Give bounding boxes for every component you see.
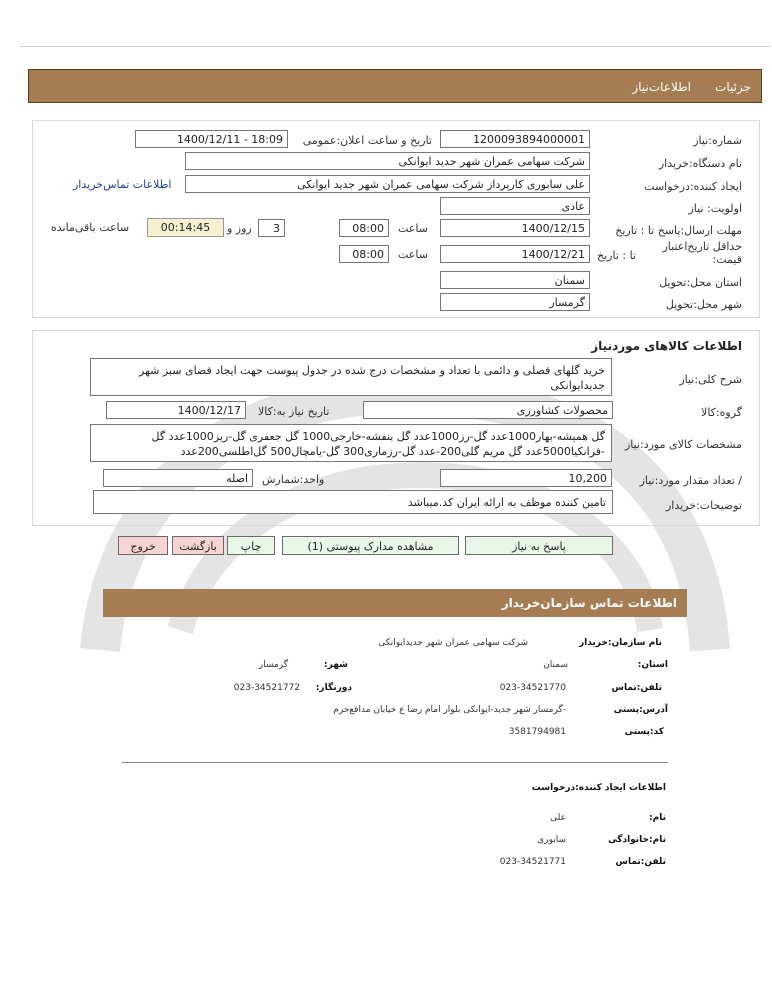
remaining-label: ساعت باقی‌مانده (51, 221, 130, 234)
contact-phone-value: 023-34521770 (499, 683, 566, 693)
province-field: سمنان (440, 271, 590, 289)
deadline-time-label: ساعت (398, 222, 428, 235)
remaining-timer: 00:14:45 (147, 218, 224, 237)
requester-name-label: نام: (649, 813, 666, 823)
reply-button[interactable]: پاسخ به نیاز (465, 536, 613, 555)
group-field: محصولات کشاورزی (363, 401, 613, 419)
goods-section-title: اطلاعات کالاهای موردنیاز (591, 339, 742, 353)
address-value: -گرمسار شهر جدید-ایوانکی بلوار امام رضا ع خیابان مدافع‌حرم (333, 705, 566, 715)
contact-phone-label: تلفن:تماس (611, 683, 662, 693)
requester-section-title: اطلاعات ایجاد کننده:درخواست (531, 783, 666, 793)
days-field: 3 (258, 219, 285, 237)
deadline-time-field: 08:00 (339, 219, 389, 237)
org-label: نام سازمان:خریدار (578, 638, 662, 648)
validity-to-label: تا : تاریخ (597, 249, 636, 262)
group-label: گروه:کالا (701, 406, 742, 419)
creator-label: ایجاد کننده:درخواست (644, 180, 742, 193)
contact-city-label: شهر: (324, 660, 348, 670)
summary-field: خرید گلهای فصلی و دائمی با تعداد و مشخصات درج شده در جدول پیوست جهت ایجاد فضای سبز شهر جدیدایوانکی (90, 358, 612, 396)
postal-label: کد:پستی (624, 727, 664, 737)
contact-province-value: سمنان (543, 660, 568, 670)
announce-field: 1400/12/11 - 18:09 (135, 130, 288, 148)
validity-date-field: 1400/12/21 (440, 245, 590, 263)
back-button[interactable]: بازگشت (172, 536, 224, 555)
tab-details[interactable]: جزئیات (715, 80, 751, 94)
notes-label: توضیحات:خریدار (666, 499, 742, 512)
qty-field: 10,200 (440, 469, 612, 487)
announce-label: تاریخ و ساعت اعلان:عمومی (302, 134, 432, 147)
fax-value: 023-34521772 (233, 683, 300, 693)
validity-time-label: ساعت (398, 248, 428, 261)
print-button[interactable]: چاپ (227, 536, 275, 555)
contact-section-title: اطلاعات تماس سازمان‌خریدار (501, 596, 677, 610)
need-date-field: 1400/12/17 (106, 401, 246, 419)
requester-phone-label: تلفن:تماس (615, 857, 666, 867)
need-number-field: 1200093894000001 (440, 130, 590, 148)
tab-need-info[interactable]: اطلاعات‌نیاز (632, 80, 691, 94)
requester-family-label: نام:خانوادگی (608, 835, 666, 845)
buyer-contact-link[interactable]: اطلاعات تماس‌خریدار (73, 178, 172, 191)
specs-label: مشخصات کالای مورد:نیاز (624, 438, 742, 451)
header-bar (28, 69, 762, 103)
attachments-button[interactable]: مشاهده مدارک پیوستی (1) (282, 536, 459, 555)
postal-value: 3581794981 (508, 727, 566, 737)
org-value: شرکت سهامی عمران شهر جدیدایوانکی (378, 638, 528, 648)
validity-label: حداقل تاریخ‌اعتبار قیمت: (662, 240, 742, 266)
buyer-org-label: نام دستگاه:خریدار (658, 157, 742, 170)
requester-family-value: سابوری (537, 835, 566, 845)
requester-phone-value: 023-34521771 (499, 857, 566, 867)
requester-name-value: علی (550, 813, 566, 823)
address-label: آدرس:پستی (613, 705, 668, 715)
summary-label: شرح کلی:نیاز (679, 373, 742, 386)
specs-field: گل همیشه-بهار1000عدد گل-رز1000عدد گل بنفشه-خارجی1000 گل جعفری گل-ریز1000عدد گل -فرانکیا5000عدد گل مریم گلی200-عدد گل-رزماری300 گل-یامچال500 گل‌اطلسی200عدد (90, 424, 612, 462)
need-date-label: تاریخ نیاز به:کالا (258, 405, 330, 418)
validity-time-field: 08:00 (339, 245, 389, 263)
province-label: استان محل:تحویل (659, 276, 742, 289)
creator-field: علی سابوری کارپرداز شرکت سهامی عمران شهر جدید ایوانکی (185, 175, 590, 193)
qty-label: / تعداد مقدار مورد:نیاز (639, 474, 742, 487)
city-label: شهر محل:تحویل (665, 298, 742, 311)
buyer-org-field: شرکت سهامی عمران شهر جدید ایوانکی (185, 152, 590, 170)
contact-province-label: استان: (637, 660, 668, 670)
need-number-label: شماره:نیاز (693, 134, 742, 147)
priority-field: عادی (440, 197, 590, 215)
fax-label: دورنگار: (315, 683, 352, 693)
days-label: روز و (227, 222, 252, 235)
unit-label: واحد:شمارش (262, 473, 325, 486)
contact-section-header (103, 589, 687, 617)
priority-label: اولویت: نیاز (688, 202, 742, 215)
contact-divider (122, 762, 668, 763)
exit-button[interactable]: خروج (118, 536, 168, 555)
city-field: گرمسار (440, 293, 590, 311)
contact-city-value: گرمسار (258, 660, 288, 670)
notes-field: تامین کننده موظف به ارائه ایران کد.میباشد (93, 490, 613, 514)
deadline-label: مهلت ارسال:پاسخ تا : تاریخ (615, 224, 742, 237)
need-info-panel (32, 120, 760, 318)
deadline-date-field: 1400/12/15 (440, 219, 590, 237)
top-divider (20, 46, 770, 47)
unit-field: اصله (103, 469, 253, 487)
